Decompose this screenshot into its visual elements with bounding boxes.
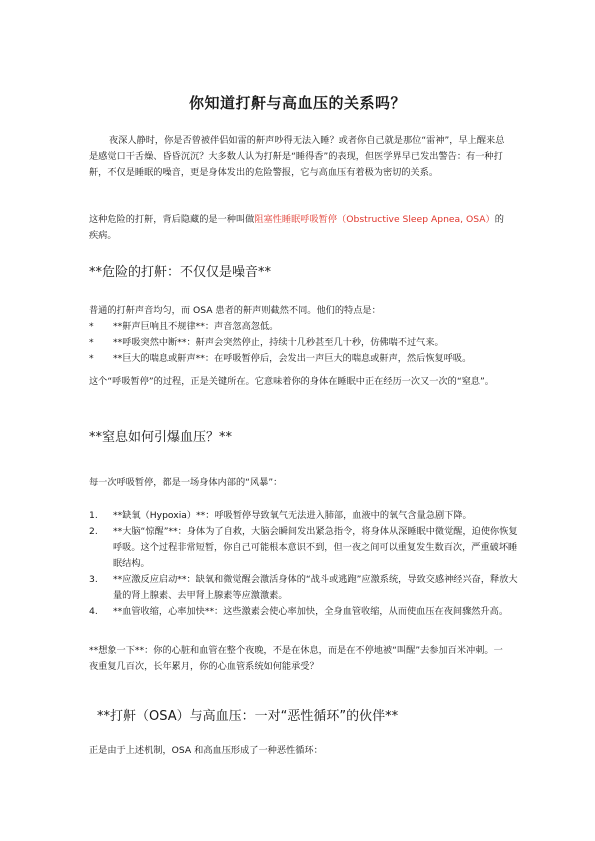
- section1-lead: 普通的打鼾声音均匀，而 OSA 患者的鼾声则截然不同。他们的特点是：: [89, 305, 381, 316]
- list-item-text: **大脑“惊醒”**：身体为了自救，大脑会瞬间发出紧急指令，将身体从深睡眠中微觉醒，迫使你恢复呼吸。这个过程非常短暂，你自己可能根本意识不到，但一夜之间可以重复发生数百次，严重破坏睡眠结构。: [113, 526, 518, 569]
- number-marker: 1.: [89, 510, 98, 521]
- number-marker: 2.: [89, 526, 98, 537]
- section2-outro: **想象一下**：你的心脏和血管在整个夜晚，不是在休息，而是在不停地被“叫醒”去参加百米冲刺。一夜重复几百次，长年累月，你的心血管系统如何能承受？: [89, 645, 503, 672]
- list-item-text: **巨大的喘息或鼾声**：在呼吸暂停后，会发出一声巨大的喘息或鼾声，然后恢复呼吸。: [113, 353, 472, 364]
- mechanism-list: [89, 508, 519, 620]
- list-item-text: **鼾声巨响且不规律**：声音忽高忽低。: [113, 321, 279, 332]
- list-item: [89, 572, 519, 604]
- intro-paragraph-1: 夜深人静时，你是否曾被伴侣如雷的鼾声吵得无法入睡？或者你自己就是那位“雷神”，早上醒来总是感觉口干舌燥、昏昏沉沉？大多数人认为打鼾是“睡得香”的表现，但医学界早已发出警告：有一种打鼾，不仅是睡眠的噪音，更是身体发出的危险警报，它与高血压有着极为密切的关系。: [89, 135, 505, 178]
- list-item-text: **呼吸突然中断**：鼾声会突然停止，持续十几秒甚至几十秒，仿佛喘不过气来。: [113, 337, 444, 348]
- bullet-marker: *: [89, 353, 94, 364]
- section2-lead: 每一次呼吸暂停，都是一场身体内部的“风暴”：: [89, 477, 283, 488]
- list-item: [89, 508, 519, 524]
- number-marker: 4.: [89, 606, 98, 617]
- list-item: [89, 335, 519, 351]
- list-item-text: **缺氧（Hypoxia）**：呼吸暂停导致氧气无法进入肺部，血液中的氧气含量急剧下降。: [113, 510, 472, 521]
- section3-lead: 正是由于上述机制，OSA 和高血压形成了一种恶性循环：: [89, 745, 323, 756]
- osa-highlight-term: 阻塞性睡眠呼吸暂停（Obstructive Sleep Apnea, OSA）: [254, 214, 495, 225]
- intro-paragraph-2: [89, 212, 511, 244]
- list-item-text: **血管收缩，心率加快**：这些激素会使心率加快，全身血管收缩，从而使血压在夜间骤然升高。: [113, 606, 509, 617]
- bullet-marker: *: [89, 321, 94, 332]
- section-heading-danger: **危险的打鼾：不仅仅是噪音**: [89, 265, 272, 280]
- section-heading-vicious-cycle: **打鼾（OSA）与高血压：一对“恶性循环”的伙伴**: [97, 709, 399, 724]
- number-marker: 3.: [89, 574, 98, 585]
- page-title: 你知道打鼾与高血压的关系吗？: [188, 94, 406, 112]
- list-item: [89, 604, 519, 620]
- list-item: [89, 319, 519, 335]
- intro-text-before: 这种危险的打鼾，背后隐藏的是一种叫做: [89, 214, 255, 225]
- bullet-marker: *: [89, 337, 94, 348]
- list-item-text: **应激反应启动**：缺氧和微觉醒会激活身体的“战斗或逃跑”应激系统，导致交感神经兴奋，释放大量的肾上腺素、去甲肾上腺素等应激激素。: [113, 574, 518, 601]
- intro-text-after: 的疾病。: [89, 214, 504, 241]
- section-heading-suffocation: **窒息如何引爆血压？**: [89, 430, 233, 445]
- list-item: [89, 351, 519, 367]
- section1-outro: 这个“呼吸暂停”的过程，正是关键所在。它意味着你的身体在睡眠中正在经历一次又一次的“窒息”。: [89, 376, 494, 387]
- osa-features-list: [89, 319, 519, 367]
- list-item: [89, 524, 519, 572]
